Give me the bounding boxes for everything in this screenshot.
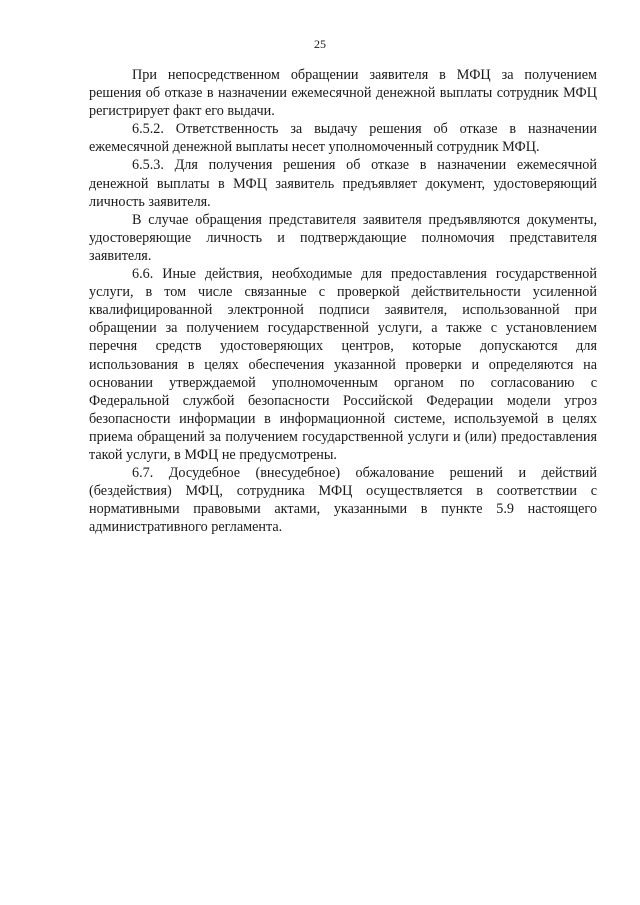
paragraph-6-6: 6.6. Иные действия, необходимые для предоставления государственной услуги, в том числе связанные с проверкой действительности усиленной квалифицированной электронной подписи заявителя, использованной при обращении за получением государственной услуги, а также с установлением перечня средств удостоверяющих центров, которые допускаются для использования в целях обеспечения указанной проверки и определяются на основании утверждаемой уполномоченным органом по согласованию с Федеральной службой безопасности Российской Федерации модели угроз безопасности информации в информационной системе, используемой в целях приема обращений за получением государственной услуги и (или) предоставления такой услуги, в МФЦ не предусмотрены. (89, 266, 597, 463)
paragraph-6-7: 6.7. Досудебное (внесудебное) обжалование решений и действий (бездействия) МФЦ, сотрудника МФЦ осуществляется в соответствии с нормативными правовыми актами, указанными в пункте 5.9 настоящего административного регламента. (89, 465, 597, 536)
document-body (89, 66, 597, 536)
paragraph-6-5-2: 6.5.2. Ответственность за выдачу решения об отказе в назначении ежемесячной денежной выплаты несет уполномоченный сотрудник МФЦ. (89, 121, 597, 156)
page-number: 25 (314, 37, 326, 51)
paragraph-mfc-direct-request: При непосредственном обращении заявителя в МФЦ за получением решения об отказе в назначении ежемесячной денежной выплаты сотрудник МФЦ регистрирует факт его выдачи. (89, 67, 597, 120)
paragraph-representative: В случае обращения представителя заявителя предъявляются документы, удостоверяющие личность и подтверждающие полномочия представителя заявителя. (89, 211, 597, 264)
paragraph-6-5-3: 6.5.3. Для получения решения об отказе в назначении ежемесячной денежной выплаты в МФЦ заявитель предъявляет документ, удостоверяющий личность заявителя. (89, 157, 597, 210)
